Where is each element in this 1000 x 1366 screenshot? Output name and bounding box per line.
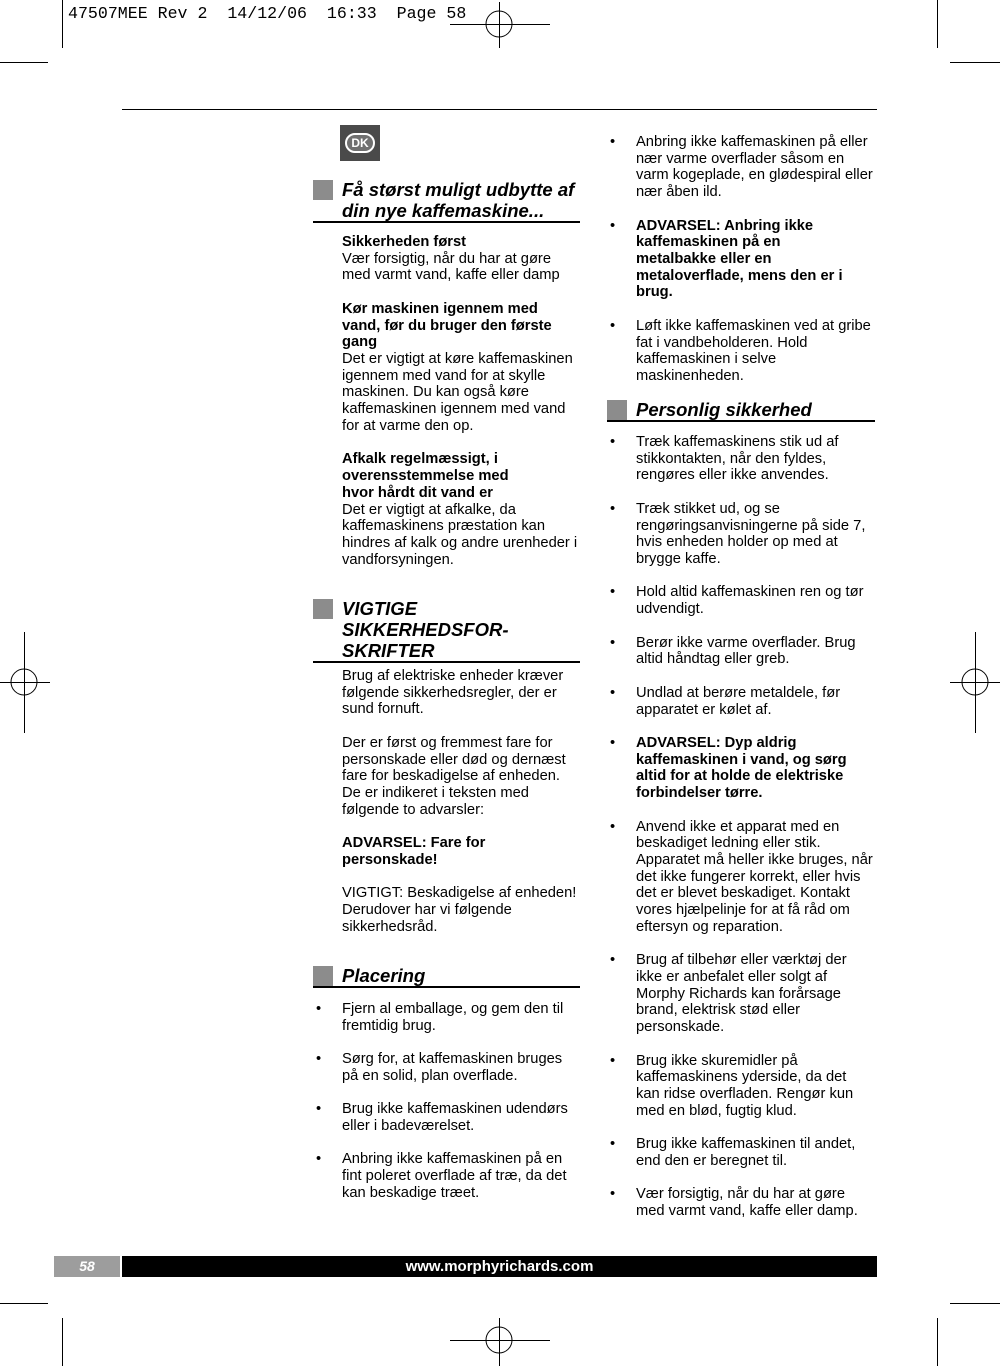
bold-text-line: altid for at holde de elektriske <box>636 768 844 785</box>
bullet-item <box>342 1151 568 1201</box>
bullet-marker <box>610 735 615 752</box>
text-line: igennem med vand for at skylle <box>342 367 546 384</box>
print-slug: 47507MEE Rev 2 14/12/06 16:33 Page 58 <box>68 4 467 23</box>
text-line: Hold altid kaffemaskinen ren og tør <box>636 584 864 601</box>
bullet-item <box>636 218 873 302</box>
heading-line: Få størst muligt udbytte af <box>342 179 575 200</box>
footer-bar <box>122 1256 877 1277</box>
bullet-item <box>636 1136 873 1169</box>
text-line: sikkerhedsråd. <box>342 918 438 935</box>
text-line: De er indikeret i teksten med <box>342 785 529 802</box>
website-url: www.morphyrichards.com <box>405 1258 594 1275</box>
text-line: nær åben ild. <box>636 184 722 201</box>
text-line: følgende sikkerhedsregler, der er <box>342 684 557 701</box>
bullet-item <box>636 952 873 1036</box>
bullet-item <box>636 735 873 802</box>
text-line: for at varme den op. <box>342 417 474 434</box>
registration-mark-right <box>950 632 1000 733</box>
heading-line: Personlig sikkerhed <box>636 399 812 420</box>
text-line: beskadiget ledning eller stik. <box>636 835 821 852</box>
bullet-marker <box>610 1136 615 1153</box>
text-line: nær varme overflader såsom en <box>636 150 845 167</box>
bullet-marker <box>610 318 615 335</box>
text-line: Derudover har vi følgende <box>342 902 512 919</box>
header-rule <box>122 109 877 110</box>
bullet-item <box>636 318 873 385</box>
text-line: på en solid, plan overflade. <box>342 1067 518 1084</box>
text-line: Berør ikke varme overflader. Brug <box>636 634 856 651</box>
heading-marker-square <box>313 599 333 619</box>
bold-text-line: forbindelser tørre. <box>636 785 763 802</box>
text-line: Fjern al emballage, og gem den til <box>342 1001 564 1017</box>
text-line: Vær forsigtig, når du har at gøre <box>636 1186 845 1203</box>
bullet-marker <box>610 952 615 969</box>
text-line: varm kogeplade, en glødespiral eller <box>636 167 873 184</box>
text-line: rengøringsanvisningerne på side 7, <box>636 517 866 534</box>
bold-text-line: Sikkerheden først <box>342 234 467 250</box>
bold-text-line: overensstemmelse med <box>342 468 509 485</box>
text-line: kan beskadige træet. <box>342 1184 480 1201</box>
language-badge-label: DK <box>345 133 375 153</box>
text-line: ikke er anbefalet eller solgt af <box>636 969 828 985</box>
text-line: kaffemaskinen igennem med vand <box>342 401 566 418</box>
text-line: eller i badeværelset. <box>342 1118 475 1135</box>
bullet-marker <box>316 1151 321 1168</box>
paragraph <box>342 234 577 284</box>
text-line: brand, elektrisk stød eller <box>636 1002 801 1019</box>
placement-bullets <box>342 1001 568 1218</box>
bold-text-line: ADVARSEL: Fare for <box>342 835 486 852</box>
text-line: udvendigt. <box>636 601 704 618</box>
bullet-marker <box>610 635 615 652</box>
text-line: med varmt vand, kaffe eller damp. <box>636 1203 858 1220</box>
heading-line: din nye kaffemaskine... <box>342 200 545 221</box>
bullet-marker <box>610 1053 615 1070</box>
paragraph <box>342 835 576 868</box>
text-line: apparatet er kølet af. <box>636 701 772 718</box>
text-line: med varmt vand, kaffe eller damp <box>342 267 560 284</box>
text-line: end den er beregnet til. <box>636 1152 788 1169</box>
bold-text-line: gang <box>342 334 378 351</box>
bold-text-line: personskade! <box>342 851 438 868</box>
bold-text-line: kaffemaskinen i vand, og sørg <box>636 751 847 768</box>
bold-text-line: metaloverflade, mens den er i <box>636 267 843 284</box>
safety-paragraphs <box>342 668 576 952</box>
bullet-marker <box>316 1101 321 1118</box>
text-line: vandforsyningen. <box>342 551 454 568</box>
section-heading-personal-safety <box>607 399 875 422</box>
paragraph <box>342 885 576 935</box>
text-line: fint poleret overflade af træ, da det <box>342 1168 567 1185</box>
text-line: Brug ikke kaffemaskinen udendørs <box>342 1101 568 1118</box>
placement-bullets-continued <box>636 134 873 402</box>
text-line: Der er først og fremmest fare for <box>342 734 553 751</box>
bullet-marker <box>610 1186 615 1203</box>
bold-text-line: ADVARSEL: Dyp aldrig <box>636 734 797 751</box>
text-line: eftersyn og reparation. <box>636 918 783 935</box>
bold-text-line: vand, før du bruger den første <box>342 317 552 334</box>
text-line: fremtidig brug. <box>342 1017 436 1034</box>
paragraph <box>342 301 577 435</box>
text-line: hindres af kalk og andre urenheder i <box>342 534 578 551</box>
text-line: brygge kaffe. <box>636 551 721 568</box>
bullet-item <box>636 635 873 668</box>
text-line: kaffemaskinens yderside, da det <box>636 1069 847 1086</box>
language-badge <box>340 125 380 161</box>
bullet-item <box>636 1186 873 1219</box>
text-line: Det er vigtigt at afkalke, da <box>342 501 516 518</box>
text-line: fat i vandbeholderen. Hold <box>636 334 808 351</box>
text-line: vores hjælpelinje for at få råd om <box>636 902 850 919</box>
bullet-item <box>636 819 873 936</box>
heading-marker-square <box>607 400 627 420</box>
bold-text-line: brug. <box>636 284 673 301</box>
text-line: følgende to advarsler: <box>342 801 485 818</box>
bullet-marker <box>610 434 615 451</box>
intro-paragraphs <box>342 234 577 585</box>
bullet-item <box>636 134 873 201</box>
bold-text-line: metalbakke eller en <box>636 251 772 268</box>
text-line: sund fornuft. <box>342 701 424 718</box>
text-line: det er blevet beskadiget. Kontakt <box>636 885 850 902</box>
text-line: Brug af tilbehør eller værktøj der <box>636 952 847 969</box>
text-line: Brug ikke skuremidler på <box>636 1052 798 1069</box>
bullet-marker <box>316 1001 321 1018</box>
text-line: kaffemaskinen i selve <box>636 351 777 368</box>
bullet-marker <box>610 584 615 601</box>
bullet-marker <box>610 819 615 836</box>
text-line: Brug ikke kaffemaskinen til andet, <box>636 1136 856 1153</box>
personal-safety-bullets <box>636 434 873 1237</box>
text-line: Anvend ikke et apparat med en <box>636 818 840 835</box>
text-line: stikkontakten, når den fyldes, <box>636 450 827 467</box>
text-line: Undlad at berøre metaldele, før <box>636 684 841 701</box>
bullet-item <box>636 584 873 617</box>
text-line: fare for beskadigelse af enheden. <box>342 768 561 785</box>
bold-text-line: Kør maskinen igennem med <box>342 300 538 317</box>
bullet-marker <box>316 1051 321 1068</box>
heading-line: SKRIFTER <box>342 640 435 661</box>
text-line: maskinenheden. <box>636 368 744 385</box>
section-heading-safety-rules <box>313 598 580 663</box>
paragraph <box>342 735 576 819</box>
bullet-marker <box>610 685 615 702</box>
text-line: det ikke fungerer korrekt, eller hvis <box>636 868 861 885</box>
text-line: rengøres eller ikke anvendes. <box>636 467 829 484</box>
text-line: Apparatet må heller ikke bruges, når <box>636 851 873 868</box>
bullet-marker <box>610 134 615 151</box>
text-line: hvis enheden holder op med at <box>636 534 838 551</box>
text-line: maskinen. Du kan også køre <box>342 384 529 401</box>
registration-mark-bottom <box>450 1318 550 1366</box>
heading-marker-square <box>313 966 333 986</box>
bullet-item <box>636 434 873 484</box>
heading-marker-square <box>313 180 333 200</box>
bullet-marker <box>610 501 615 518</box>
registration-mark-left <box>0 632 50 733</box>
bold-text-line: hvor hårdt dit vand er <box>342 484 493 501</box>
text-line: Anbring ikke kaffemaskinen på eller <box>636 134 868 150</box>
text-line: Morphy Richards kan forårsage <box>636 985 841 1002</box>
text-line: personskade. <box>636 1019 725 1036</box>
bullet-item <box>636 685 873 718</box>
text-line: Løft ikke kaffemaskinen ved at gribe <box>636 317 871 334</box>
text-line: VIGTIGT: Beskadigelse af enheden! <box>342 885 577 902</box>
paragraph <box>342 451 577 568</box>
text-line: Træk kaffemaskinens stik ud af <box>636 434 839 450</box>
bullet-marker <box>610 218 615 235</box>
bullet-item <box>342 1001 568 1034</box>
text-line: altid håndtag eller greb. <box>636 651 790 668</box>
text-line: Det er vigtigt at køre kaffemaskinen <box>342 351 573 368</box>
text-line: Træk stikket ud, og se <box>636 500 780 517</box>
text-line: Sørg for, at kaffemaskinen bruges <box>342 1051 563 1068</box>
section-heading-placement <box>313 965 580 988</box>
heading-line: SIKKERHEDSFOR- <box>342 619 509 640</box>
heading-line: Placering <box>342 965 426 986</box>
bullet-item <box>342 1051 568 1084</box>
paragraph <box>342 668 576 718</box>
text-line: Vær forsigtig, når du har at gøre <box>342 250 551 267</box>
bold-text-line: Afkalk regelmæssigt, i <box>342 451 498 468</box>
text-line: Anbring ikke kaffemaskinen på en <box>342 1151 563 1168</box>
bullet-item <box>342 1101 568 1134</box>
bullet-item <box>636 1053 873 1120</box>
bold-text-line: ADVARSEL: Anbring ikke <box>636 217 814 234</box>
section-heading-get-the-most <box>313 179 580 223</box>
text-line: med en blød, fugtig klud. <box>636 1102 797 1119</box>
text-line: kan ridse overfladen. Rengør kun <box>636 1086 854 1103</box>
text-line: Brug af elektriske enheder kræver <box>342 668 564 684</box>
page-number: 58 <box>54 1256 120 1277</box>
bullet-item <box>636 501 873 568</box>
bold-text-line: kaffemaskinen på en <box>636 234 781 251</box>
text-line: personskade eller død og dernæst <box>342 751 566 768</box>
heading-line: VIGTIGE <box>342 598 418 619</box>
text-line: kaffemaskinens præstation kan <box>342 518 546 535</box>
